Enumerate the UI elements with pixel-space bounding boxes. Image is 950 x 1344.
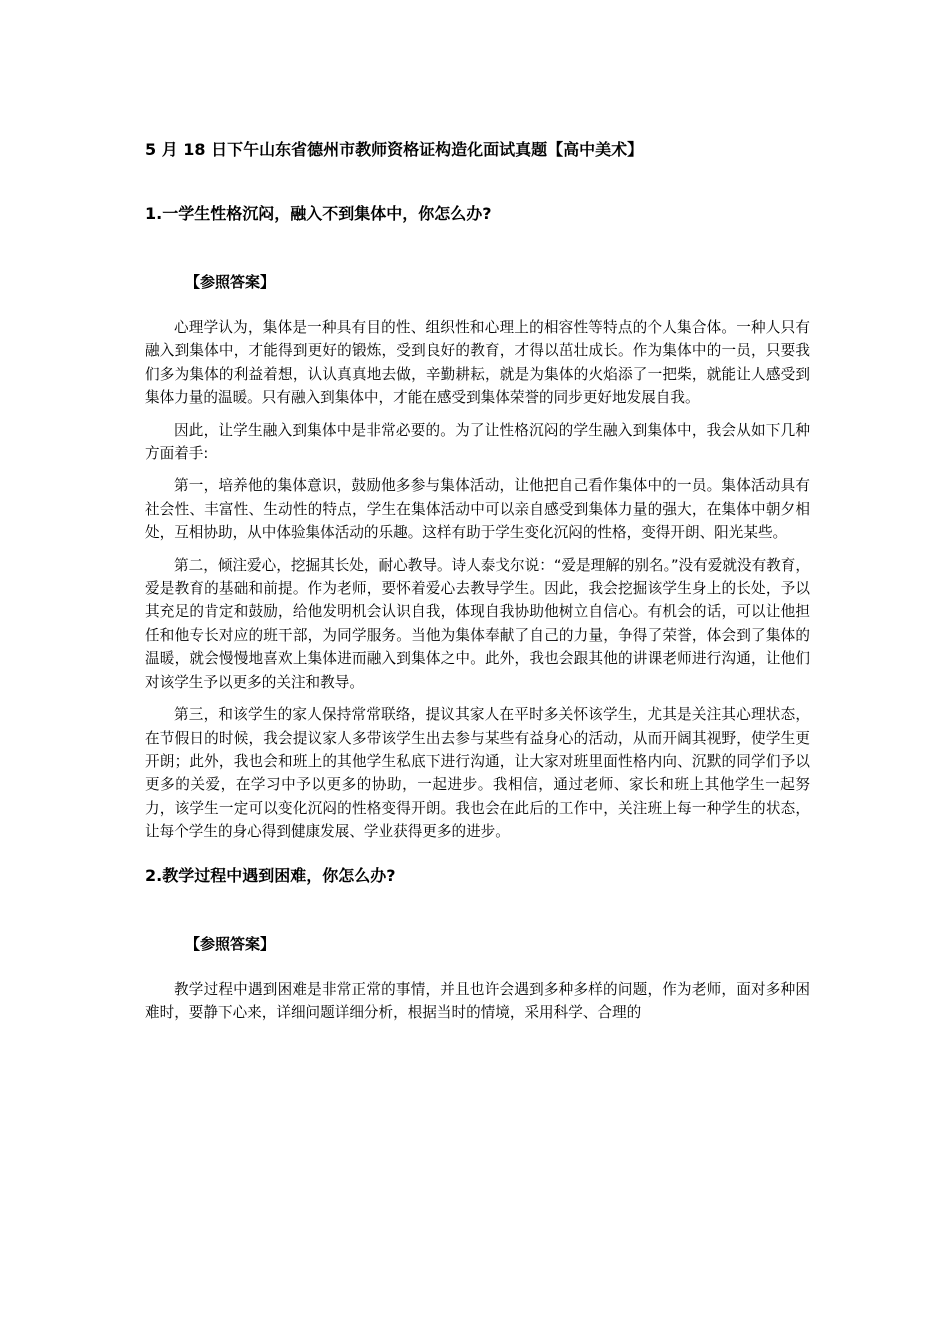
question-heading: 1.一学生性格沉闷，融入不到集体中，你怎么办? xyxy=(145,204,492,223)
question-heading: 2.教学过程中遇到困难，你怎么办? xyxy=(145,865,396,885)
answer-paragraph: 第三，和该学生的家人保持常常联络，提议其家人在平时多关怀该学生，尤其是关注其心理状态，在节假日的时候，我会提议家人多带该学生出去参与某些有益身心的活动，从而开阔其视野，使学生更开朗；此外，我也会和班上的其他学生私底下进行沟通，让大家对班里面性格内向、沉默的同学们予以更多的关爱，在学习中予以更多的协助，一起进步。我相信，通过老师、家长和班上其他学生一起努力，该学生一定可以变化沉闷的性格变得开朗。我也会在此后的工作中，关注班上每一种学生的状态，让每个学生的身心得到健康发展、学业获得更多的进步。 xyxy=(145,706,810,841)
question-section-1 xyxy=(145,202,810,844)
answer-label: 【参照答案】 xyxy=(185,934,276,953)
answer-paragraph: 第一，培养他的集体意识，鼓励他多参与集体活动，让他把自己看作集体中的一员。集体活动具有社会性、丰富性、生动性的特点，学生在集体活动中可以亲自感受到集体力量的强大，在集体中朝夕相处，互相协助，从中体验集体活动的乐趣。这样有助于学生变化沉闷的性格，变得开朗、阳光某些。 xyxy=(145,477,810,542)
answer-paragraph: 心理学认为，集体是一种具有目的性、组织性和心理上的相容性等特点的个人集合体。一种人只有融入到集体中，才能得到更好的锻炼，受到良好的教育，才得以茁壮成长。作为集体中的一员，只要我们多为集体的利益着想，认认真真地去做，辛勤耕耘，就是为集体的火焰添了一把柴，就能让人感受到集体力量的温暖。只有融入到集体中，才能在感受到集体荣誉的同步更好地发展自我。 xyxy=(145,319,810,407)
answer-label: 【参照答案】 xyxy=(185,273,276,291)
question-section-2 xyxy=(145,864,810,1025)
answer-paragraph: 第二，倾注爱心，挖掘其长处，耐心教导。诗人泰戈尔说：“爱是理解的别名。”没有爱就没有教育，爱是教育的基础和前提。作为老师，要怀着爱心去教导学生。因此，我会挖掘该学生身上的长处，予以其充足的肯定和鼓励，给他发明机会认识自我，体现自我协助他树立自信心。有机会的话，可以让他担任和他专长对应的班干部，为同学服务。当他为集体奉献了自己的力量，争得了荣誉，体会到了集体的温暖，就会慢慢地喜欢上集体进而融入到集体之中。此外，我也会跟其他的讲课老师进行沟通，让他们对该学生予以更多的关注和教导。 xyxy=(145,556,810,691)
document-page xyxy=(145,138,810,1033)
answer-paragraph: 教学过程中遇到困难是非常正常的事情，并且也许会遇到多种多样的问题，作为老师，面对多种困难时，要静下心来，详细问题详细分析，根据当时的情境，采用科学、合理的 xyxy=(145,980,810,1021)
answer-paragraph: 因此，让学生融入到集体中是非常必要的。为了让性格沉闷的学生融入到集体中，我会从如下几种方面着手: xyxy=(145,421,810,463)
document-title: 5 月 18 日下午山东省德州市教师资格证构造化面试真题【高中美术】 xyxy=(145,140,644,159)
